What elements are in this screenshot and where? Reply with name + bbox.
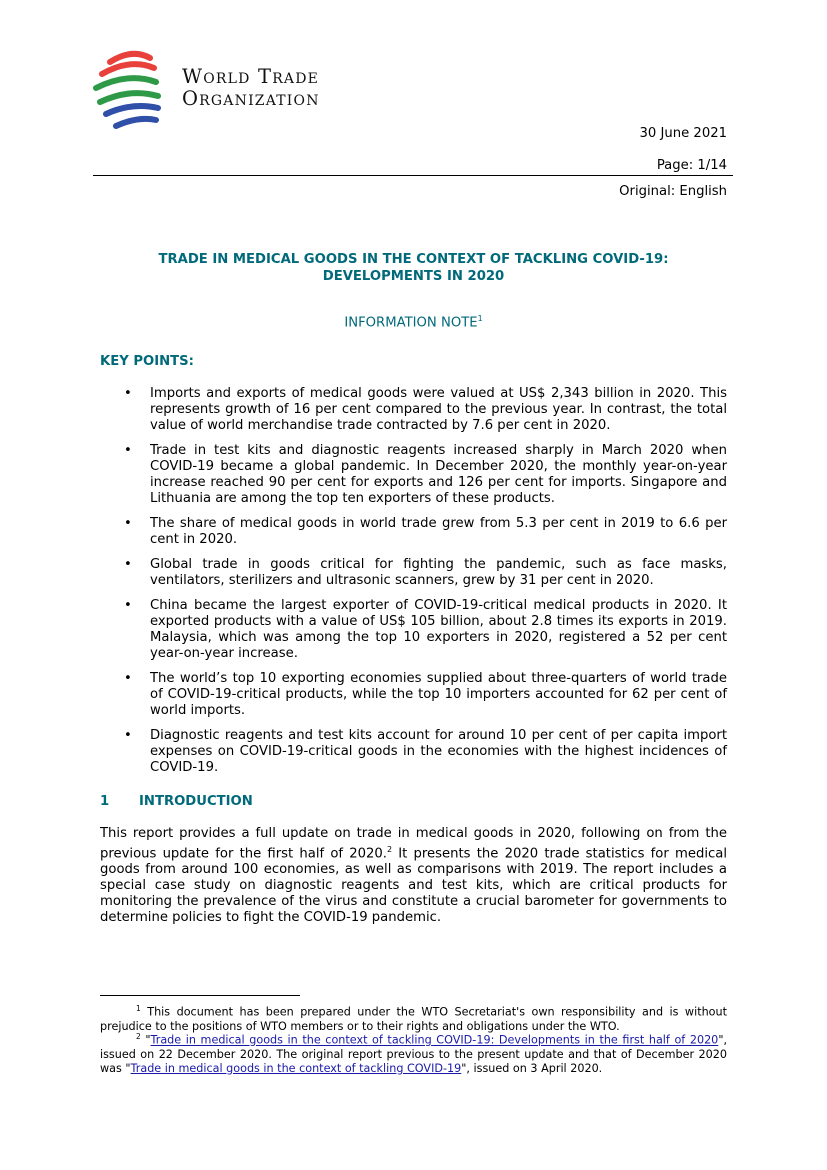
footnote-1-marker: 1 bbox=[136, 1004, 141, 1013]
key-point-text: Trade in test kits and diagnostic reagents increased sharply in March 2020 when COVID-19 became a global pandemic. In December 2020, the monthly year-on-year increase reached 90 per cent for exports and 126 per cent for imports. Singapore and Lithuania are among the top ten exporters of these products. bbox=[150, 443, 727, 506]
key-points-list bbox=[100, 386, 727, 785]
footnote-2-text-mid: ", issued on 22 December 2020. The original report previous to the present update and that of December 2020 was " bbox=[100, 1033, 728, 1075]
footnote-2-text-open: " bbox=[140, 1033, 151, 1047]
list-item bbox=[100, 516, 727, 548]
logo-line-2: Organization bbox=[182, 87, 320, 110]
section-number: 1 bbox=[100, 794, 110, 809]
logo-line-1: World Trade bbox=[182, 65, 320, 88]
document-date: 30 June 2021 bbox=[639, 126, 727, 141]
bullet-icon: • bbox=[124, 516, 132, 531]
footnote-divider bbox=[100, 995, 300, 996]
footnote-1-text: This document has been prepared under the WTO Secretariat's own responsibility and is without prejudice to the positions of WTO members or to their rights and obligations under the WTO. bbox=[100, 1005, 727, 1033]
bullet-icon: • bbox=[124, 443, 132, 458]
footnote-2-link-original-report[interactable]: Trade in medical goods in the context of tackling COVID-19 bbox=[130, 1061, 462, 1075]
key-point-text: Imports and exports of medical goods were valued at US$ 2,343 billion in 2020. This represents growth of 16 per cent compared to the previous year. In contrast, the total value of world merchandise trade contracted by 7.6 per cent in 2020. bbox=[150, 386, 727, 433]
footnote-ref-1: 1 bbox=[477, 314, 483, 323]
title-line-1: TRADE IN MEDICAL GOODS IN THE CONTEXT OF TACKLING COVID-19: bbox=[158, 252, 669, 267]
bullet-icon: • bbox=[124, 728, 132, 743]
bullet-icon: • bbox=[124, 386, 132, 401]
document-title bbox=[100, 251, 727, 285]
footnote-2-marker: 2 bbox=[136, 1032, 141, 1041]
information-note-label: INFORMATION NOTE bbox=[344, 315, 478, 331]
wto-logo-icon bbox=[92, 48, 176, 132]
intro-text-part-1: This report provides a full update on trade in medical goods in 2020, following on from the previous update for the first half of 2020. bbox=[100, 826, 727, 862]
footnote-2-text-end: ", issued on 3 April 2020. bbox=[461, 1061, 603, 1075]
bullet-icon: • bbox=[124, 557, 132, 572]
bullet-icon: • bbox=[124, 671, 132, 686]
page-number: Page: 1/14 bbox=[656, 158, 727, 173]
key-point-text: Global trade in goods critical for fighting the pandemic, such as face masks, ventilators, sterilizers and ultrasonic scanners, grew by 31 per cent in 2020. bbox=[150, 557, 727, 588]
key-point-text: The share of medical goods in world trade grew from 5.3 per cent in 2019 to 6.6 per cent in 2020. bbox=[150, 516, 727, 547]
information-note bbox=[100, 314, 727, 330]
key-point-text: Diagnostic reagents and test kits account for around 10 per cent of per capita import expenses on COVID-19-critical goods in the economies with the highest incidences of COVID-19. bbox=[150, 728, 727, 775]
list-item bbox=[100, 557, 727, 589]
list-item bbox=[100, 728, 727, 776]
original-language: Original: English bbox=[619, 184, 727, 199]
bullet-icon: • bbox=[124, 598, 132, 613]
key-point-text: The world’s top 10 exporting economies supplied about three-quarters of world trade of COVID-19-critical products, while the top 10 importers accounted for 62 per cent of world imports. bbox=[150, 671, 727, 718]
footnote-2-link-first-half[interactable]: Trade in medical goods in the context of tackling COVID-19: Developments in the first half of 2020 bbox=[150, 1033, 719, 1047]
section-heading-introduction bbox=[100, 794, 253, 809]
footnote-ref-2: 2 bbox=[386, 845, 393, 854]
list-item bbox=[100, 671, 727, 719]
list-item bbox=[100, 386, 727, 434]
list-item bbox=[100, 443, 727, 507]
logo-name bbox=[182, 66, 320, 110]
key-points-heading: KEY POINTS: bbox=[100, 354, 194, 369]
list-item bbox=[100, 598, 727, 662]
section-title: INTRODUCTION bbox=[139, 794, 253, 809]
footnote-2 bbox=[100, 1030, 727, 1076]
key-point-text: China became the largest exporter of COVID-19-critical medical products in 2020. It exported products with a value of US$ 105 billion, about 2.8 times its exports in 2019. Malaysia, which was among the top 10 exporters in 2020, registered a 52 per cent year-on-year increase. bbox=[150, 598, 727, 661]
title-line-2: DEVELOPMENTS IN 2020 bbox=[322, 269, 505, 284]
introduction-paragraph bbox=[100, 826, 727, 926]
intro-text-part-2: It presents the 2020 trade statistics for medical goods from around 100 economies, as well as comparisons with 2019. The report includes a special case study on diagnostic reagents and test kits, which are critical products for monitoring the prevalence of the virus and constitute a crucial barometer for governments to determine policies to fight the COVID-19 pandemic. bbox=[100, 846, 727, 926]
footnote-1 bbox=[100, 1002, 727, 1034]
header-divider bbox=[93, 175, 733, 176]
